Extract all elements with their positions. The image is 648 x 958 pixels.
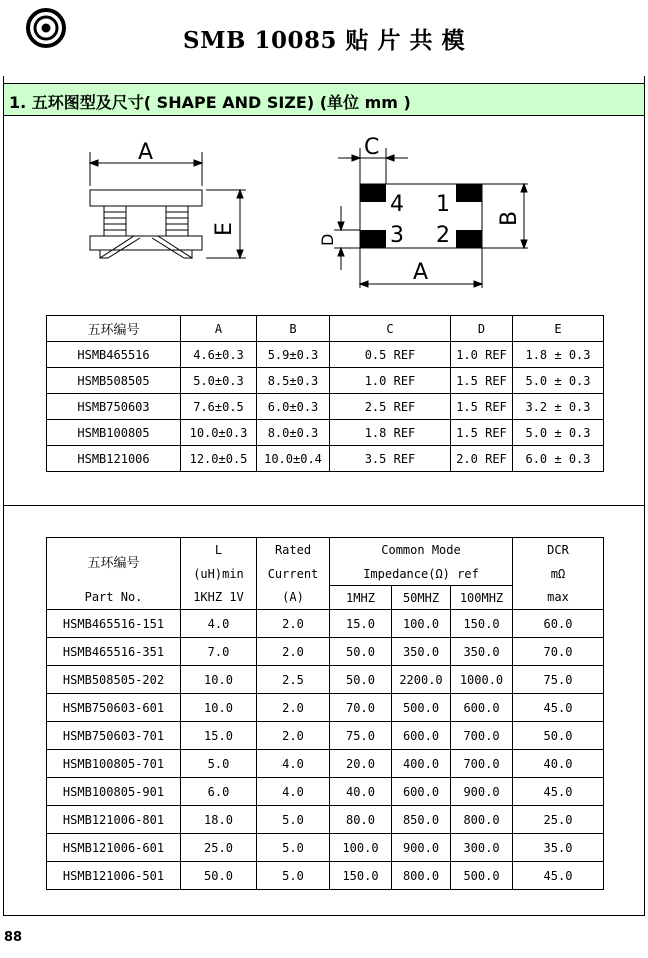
table-cell: 20.0: [330, 750, 392, 778]
table-cell: 1.8 REF: [330, 420, 451, 446]
table-cell: 5.0: [257, 834, 330, 862]
section-divider: [3, 505, 645, 506]
table-header-row: [47, 538, 604, 563]
table-cell: 10.0±0.3: [181, 420, 257, 446]
table-cell: 12.0±0.5: [181, 446, 257, 472]
section-1-title: 1. 五环图型及尺寸( SHAPE AND SIZE) (单位 mm ): [9, 93, 411, 112]
table-cell: 800.0: [392, 862, 451, 890]
table-cell: 80.0: [330, 806, 392, 834]
table-cell: 150.0: [451, 610, 513, 638]
pad-4: [360, 184, 386, 202]
table-row: [47, 778, 604, 806]
header-cell: (A): [257, 586, 330, 610]
table-cell: HSMB750603-601: [47, 694, 181, 722]
table-cell: 5.0 ± 0.3: [513, 420, 604, 446]
table-cell: 75.0: [330, 722, 392, 750]
table-cell: 7.0: [181, 638, 257, 666]
table-cell: 6.0 ± 0.3: [513, 446, 604, 472]
table-row: [47, 610, 604, 638]
pad-1: [456, 184, 482, 202]
table-cell: 4.6±0.3: [181, 342, 257, 368]
table-cell: 45.0: [513, 778, 604, 806]
table-cell: HSMB508505-202: [47, 666, 181, 694]
header-cell: Rated: [257, 538, 330, 563]
table-row: [47, 446, 604, 472]
pin-2-label: 2: [436, 223, 450, 248]
table-cell: 150.0: [330, 862, 392, 890]
header-cell: C: [330, 316, 451, 342]
table-cell: 350.0: [451, 638, 513, 666]
table-cell: 350.0: [392, 638, 451, 666]
table-cell: 500.0: [392, 694, 451, 722]
table-row: [47, 666, 604, 694]
top-label-c: C: [364, 135, 380, 160]
table-cell: 800.0: [451, 806, 513, 834]
table-cell: 900.0: [392, 834, 451, 862]
page-number: 88: [4, 930, 23, 945]
table-cell: 500.0: [451, 862, 513, 890]
table-cell: 10.0: [181, 666, 257, 694]
table-row: [47, 806, 604, 834]
header-cell: B: [257, 316, 330, 342]
table-cell: 45.0: [513, 862, 604, 890]
table-cell: 600.0: [392, 778, 451, 806]
top-label-a: A: [413, 260, 429, 285]
table-cell: 100.0: [392, 610, 451, 638]
table-row: [47, 368, 604, 394]
table-cell: 25.0: [513, 806, 604, 834]
pin-1-label: 1: [436, 192, 450, 217]
table-cell: HSMB121006-801: [47, 806, 181, 834]
table-cell: 25.0: [181, 834, 257, 862]
pad-3: [360, 230, 386, 248]
table-cell: 6.0: [181, 778, 257, 806]
table-cell: 6.0±0.3: [257, 394, 330, 420]
table-cell: 5.0: [257, 806, 330, 834]
table-cell: 10.0±0.4: [257, 446, 330, 472]
table-cell: 50.0: [513, 722, 604, 750]
table-cell: 300.0: [451, 834, 513, 862]
table-cell: 700.0: [451, 750, 513, 778]
header-cell: max: [513, 586, 604, 610]
header-cell: mΩ: [513, 562, 604, 586]
table-cell: 2.0 REF: [451, 446, 513, 472]
table-cell: 15.0: [181, 722, 257, 750]
table-cell: HSMB750603: [47, 394, 181, 420]
table-cell: 50.0: [181, 862, 257, 890]
table-row: [47, 638, 604, 666]
table-cell: 2.0: [257, 722, 330, 750]
table-cell: 50.0: [330, 666, 392, 694]
table-row: [47, 420, 604, 446]
table-cell: 40.0: [330, 778, 392, 806]
table-row: [47, 394, 604, 420]
table-cell: HSMB508505: [47, 368, 181, 394]
table-cell: 0.5 REF: [330, 342, 451, 368]
table-cell: 3.5 REF: [330, 446, 451, 472]
table-row: [47, 694, 604, 722]
table-cell: 1.5 REF: [451, 420, 513, 446]
table-cell: 2.0: [257, 694, 330, 722]
table-cell: 60.0: [513, 610, 604, 638]
table-cell: 900.0: [451, 778, 513, 806]
shape-drawing: [0, 118, 648, 308]
side-label-a: A: [138, 140, 154, 165]
table-cell: 35.0: [513, 834, 604, 862]
table-cell: 4.0: [257, 750, 330, 778]
table-cell: 700.0: [451, 722, 513, 750]
header-cell: 100MHZ: [451, 586, 513, 610]
table-cell: 18.0: [181, 806, 257, 834]
header-cell: Impedance(Ω) ref: [330, 562, 513, 586]
table-header-row: [47, 586, 604, 610]
table-cell: 40.0: [513, 750, 604, 778]
table-cell: HSMB121006-601: [47, 834, 181, 862]
table-cell: 70.0: [330, 694, 392, 722]
table-cell: 600.0: [451, 694, 513, 722]
table-cell: 2200.0: [392, 666, 451, 694]
table-cell: 15.0: [330, 610, 392, 638]
header-cell: Part No.: [47, 586, 181, 610]
table-cell: 1.0 REF: [451, 342, 513, 368]
table-cell: 2.5: [257, 666, 330, 694]
table-cell: 1.8 ± 0.3: [513, 342, 604, 368]
table-row: [47, 722, 604, 750]
header-cell: E: [513, 316, 604, 342]
table-cell: HSMB121006: [47, 446, 181, 472]
table-cell: HSMB100805-701: [47, 750, 181, 778]
table-cell: 8.5±0.3: [257, 368, 330, 394]
pad-2: [456, 230, 482, 248]
pin-4-label: 4: [390, 192, 404, 217]
table-cell: 5.0: [257, 862, 330, 890]
table-cell: HSMB465516: [47, 342, 181, 368]
table-cell: 600.0: [392, 722, 451, 750]
table-cell: 75.0: [513, 666, 604, 694]
table-cell: 2.0: [257, 638, 330, 666]
table-cell: 5.0 ± 0.3: [513, 368, 604, 394]
spec-table: [46, 537, 604, 890]
table-cell: 5.0: [181, 750, 257, 778]
table-cell: 1.5 REF: [451, 394, 513, 420]
table-cell: HSMB465516-351: [47, 638, 181, 666]
header-cell: 五环编号: [47, 538, 181, 586]
table-cell: 7.6±0.5: [181, 394, 257, 420]
table-cell: 1000.0: [451, 666, 513, 694]
table-cell: HSMB750603-701: [47, 722, 181, 750]
table-cell: 4.0: [181, 610, 257, 638]
header-cell: DCR: [513, 538, 604, 563]
table-cell: 1.5 REF: [451, 368, 513, 394]
header-cell: 五环编号: [47, 316, 181, 342]
table-cell: 5.9±0.3: [257, 342, 330, 368]
table-cell: 4.0: [257, 778, 330, 806]
header-cell: 50MHZ: [392, 586, 451, 610]
page-title: SMB 10085 贴 片 共 模: [182, 27, 466, 54]
side-label-e: E: [212, 222, 237, 236]
pin-3-label: 3: [390, 223, 404, 248]
table-row: [47, 750, 604, 778]
header-cell: Common Mode: [330, 538, 513, 563]
header-cell: A: [181, 316, 257, 342]
table-cell: 2.5 REF: [330, 394, 451, 420]
header-cell: L: [181, 538, 257, 563]
table-cell: 45.0: [513, 694, 604, 722]
table-cell: 70.0: [513, 638, 604, 666]
dimension-table: [46, 315, 604, 472]
table-cell: 850.0: [392, 806, 451, 834]
table-cell: 2.0: [257, 610, 330, 638]
table-cell: 1.0 REF: [330, 368, 451, 394]
table-cell: 10.0: [181, 694, 257, 722]
header-cell: D: [451, 316, 513, 342]
top-label-d: D: [318, 233, 337, 246]
table-cell: 400.0: [392, 750, 451, 778]
table-cell: 5.0±0.3: [181, 368, 257, 394]
table-cell: HSMB121006-501: [47, 862, 181, 890]
table-cell: 100.0: [330, 834, 392, 862]
table-header-row: [47, 316, 604, 342]
table-cell: 50.0: [330, 638, 392, 666]
table-row: [47, 834, 604, 862]
table-cell: HSMB100805-901: [47, 778, 181, 806]
table-cell: HSMB100805: [47, 420, 181, 446]
table-cell: 8.0±0.3: [257, 420, 330, 446]
table-cell: 3.2 ± 0.3: [513, 394, 604, 420]
top-label-b: B: [497, 210, 522, 226]
header-cell: 1MHZ: [330, 586, 392, 610]
header-cell: 1KHZ 1V: [181, 586, 257, 610]
section-1-header: [4, 83, 644, 116]
table-row: [47, 342, 604, 368]
table-row: [47, 862, 604, 890]
header-cell: Current: [257, 562, 330, 586]
header-cell: (uH)min: [181, 562, 257, 586]
table-cell: HSMB465516-151: [47, 610, 181, 638]
